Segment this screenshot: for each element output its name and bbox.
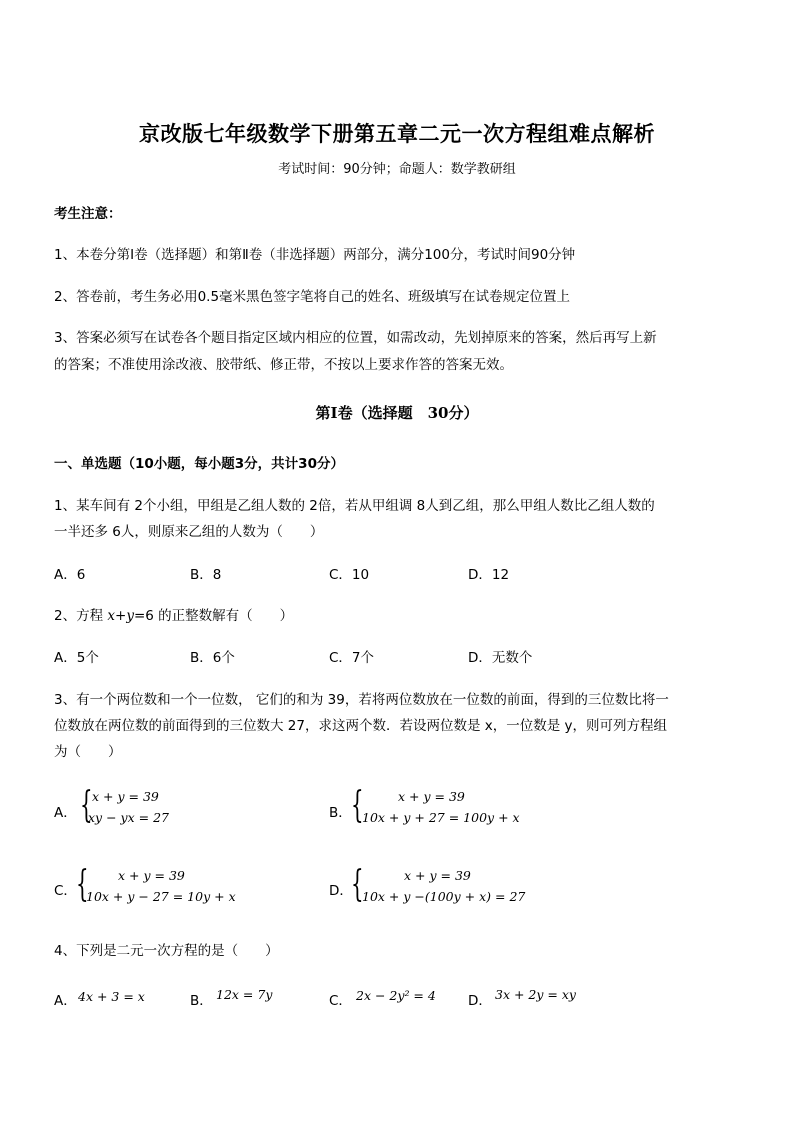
left-brace: { <box>80 785 93 826</box>
notice-heading: 考生注意： <box>54 206 122 222</box>
section-title: 第Ⅰ卷（选择题 30分） <box>315 404 479 422</box>
question-2-stem-math: x+y <box>107 608 134 624</box>
exam-info: 考试时间：90分钟；命题人：数学教研组 <box>278 162 516 177</box>
page-title: 京改版七年级数学下册第五章二元一次方程组难点解析 <box>139 121 655 146</box>
left-brace: { <box>351 785 364 826</box>
question-3-line-2: 位数放在两位数的前面得到的三位数大 27，求这两个数．若设两位数是 x，一位数是 y，则可列方程组 <box>54 718 668 734</box>
notice-item-1: 1、本卷分第Ⅰ卷（选择题）和第Ⅱ卷（非选择题）两部分，满分100分，考试时间90分钟 <box>54 247 576 263</box>
question-2-option-c[interactable]: C．7个 <box>329 650 375 666</box>
question-3-line-3: 为（ ） <box>54 744 122 760</box>
notice-item-3-cont: 的答案；不准使用涂改液、胶带纸、修正带，不按以上要求作答的答案无效。 <box>54 357 513 373</box>
question-3-line-1: 3、有一个两位数和一个一位数， 它们的和为 39，若将两位数放在一位数的前面，得到的三位数比将一 <box>54 692 669 708</box>
option-expression: 2x − 2y² = 4 <box>356 988 436 1003</box>
option-label: B． <box>190 993 213 1009</box>
notice-item-2: 2、答卷前，考生务必用0.5毫米黑色签字笔将自己的姓名、班级填写在试卷规定位置上 <box>54 289 571 305</box>
equation-1: x + y = 39 <box>92 789 159 804</box>
equation-1: x + y = 39 <box>398 789 465 804</box>
part-heading: 一、单选题（10小题，每小题3分，共计30分） <box>54 456 344 472</box>
option-label: A． <box>54 993 77 1009</box>
question-2-stem-suffix: =6 的正整数解有（ ） <box>133 608 294 624</box>
equation-2: 10x + y + 27 = 100y + x <box>362 810 520 825</box>
question-4-stem: 4、下列是二元一次方程的是（ ） <box>54 943 279 959</box>
question-1-option-b[interactable]: B．8 <box>190 567 222 583</box>
option-label: B． <box>329 805 352 821</box>
option-expression: 4x + 3 = x <box>78 989 145 1004</box>
option-label: A． <box>54 805 77 821</box>
option-expression: 12x = 7y <box>216 987 273 1002</box>
question-1-option-c[interactable]: C．10 <box>329 567 370 583</box>
option-label: D． <box>468 993 492 1009</box>
equation-1: x + y = 39 <box>118 868 185 883</box>
left-brace: { <box>76 864 89 905</box>
equation-2: 10x + y −(100y + x) = 27 <box>362 889 526 904</box>
equation-1: x + y = 39 <box>404 868 471 883</box>
equation-2: xy − yx = 27 <box>88 810 169 825</box>
question-2-stem <box>54 604 293 624</box>
equation-2: 10x + y − 27 = 10y + x <box>86 889 236 904</box>
notice-item-3: 3、答案必须写在试卷各个题目指定区域内相应的位置，如需改动，先划掉原来的答案，然后再写上新 <box>54 330 657 346</box>
question-1-option-a[interactable]: A．6 <box>54 567 86 583</box>
option-label: C． <box>54 883 77 899</box>
question-2-stem-prefix: 2、方程 <box>54 608 108 624</box>
left-brace: { <box>351 864 364 905</box>
option-label: C． <box>329 993 352 1009</box>
option-label: D． <box>329 883 353 899</box>
question-2-option-d[interactable]: D．无数个 <box>468 650 533 666</box>
option-expression: 3x + 2y = xy <box>495 987 576 1002</box>
question-1-line-1: 1、某车间有 2个小组，甲组是乙组人数的 2倍，若从甲组调 8人到乙组，那么甲组人数比乙组人数的 <box>54 498 655 514</box>
question-2-option-a[interactable]: A．5个 <box>54 650 99 666</box>
question-1-option-d[interactable]: D．12 <box>468 567 510 583</box>
question-2-option-b[interactable]: B．6个 <box>190 650 235 666</box>
question-1-line-2: 一半还多 6人，则原来乙组的人数为（ ） <box>54 524 324 540</box>
